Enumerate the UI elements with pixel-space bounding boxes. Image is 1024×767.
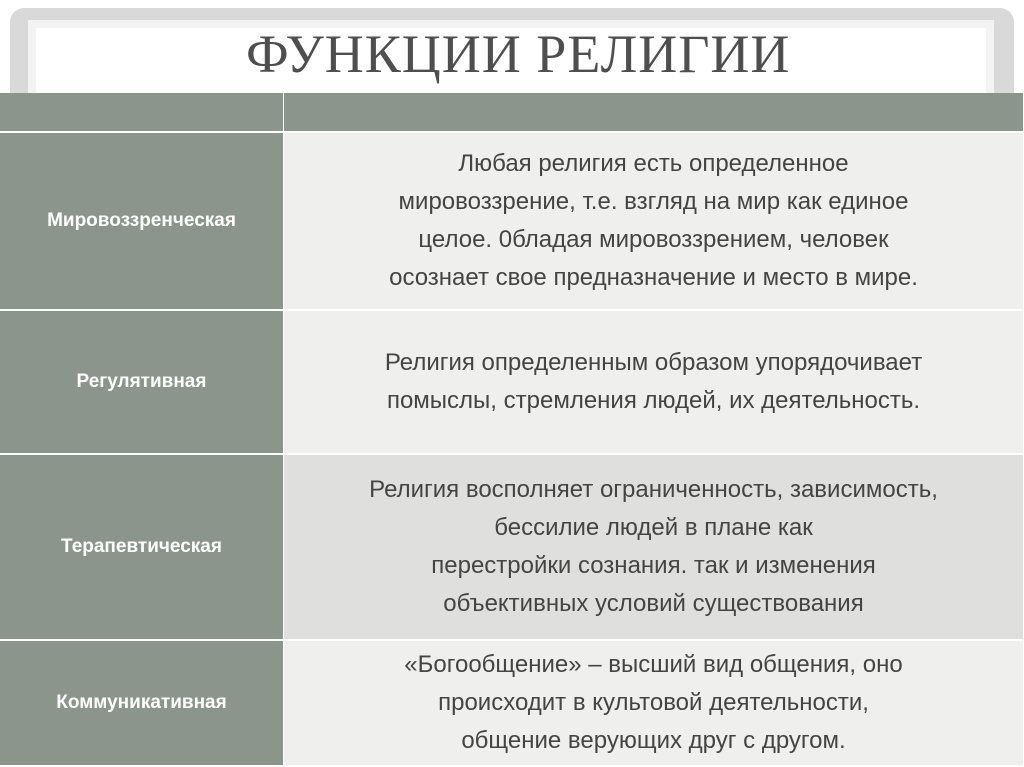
function-description bbox=[284, 311, 1024, 455]
function-name: Коммуникативная bbox=[0, 641, 284, 767]
slide-title: ФУНКЦИИ РЕЛИГИИ bbox=[246, 24, 791, 84]
description-line: Религия восполняет ограниченность, зависимость, bbox=[369, 476, 938, 503]
functions-table bbox=[0, 93, 1024, 767]
table-header-left bbox=[0, 93, 284, 133]
description-line: бессилие людей в плане как bbox=[494, 514, 813, 541]
description-line: «Богообщение» – высший вид общения, оно bbox=[404, 651, 903, 678]
function-name: Терапевтическая bbox=[0, 455, 284, 641]
description-line: целое. 0бладая мировоззрением, человек bbox=[418, 226, 889, 253]
function-description bbox=[284, 641, 1024, 767]
description-line: мировоззрение, т.е. взгляд на мир как единое bbox=[398, 188, 909, 215]
description-line: происходит в культовой деятельности, bbox=[438, 689, 869, 716]
description-line: помыслы, стремления людей, их деятельность. bbox=[386, 387, 921, 414]
function-description bbox=[284, 133, 1024, 311]
description-line: объективных условий существования bbox=[443, 590, 864, 617]
description-line: осознает свое предназначение и место в мире. bbox=[389, 264, 918, 291]
table-header-right bbox=[284, 93, 1024, 133]
description-line: Религия определенным образом упорядочивает bbox=[384, 349, 923, 376]
function-name: Мировоззренческая bbox=[0, 133, 284, 311]
description-line: перестройки сознания. так и изменения bbox=[431, 552, 876, 579]
description-line: общение верующих друг с другом. bbox=[461, 727, 846, 754]
description-line: Любая религия есть определенное bbox=[458, 150, 849, 177]
function-name: Регулятивная bbox=[0, 311, 284, 455]
function-description bbox=[284, 455, 1024, 641]
